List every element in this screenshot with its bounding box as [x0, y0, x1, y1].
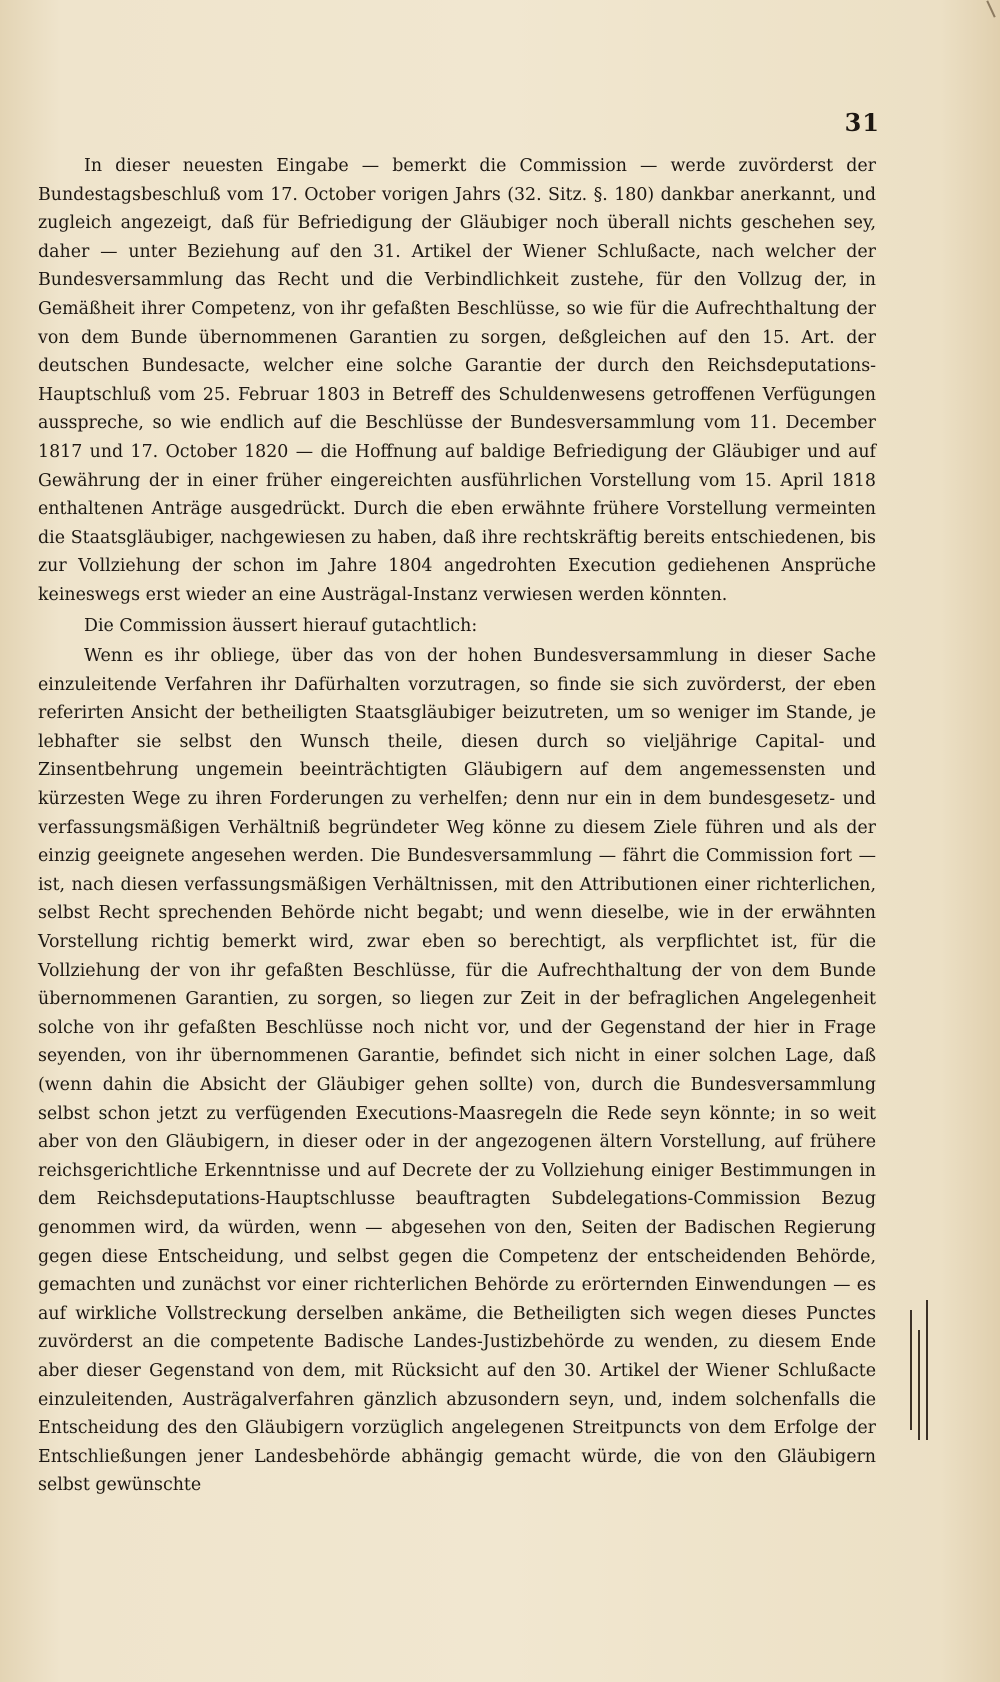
- margin-pencil-marks: [900, 1300, 940, 1460]
- page-number: 31: [844, 108, 880, 137]
- paragraph-submission: In dieser neuesten Eingabe — bemerkt die Commission — werde zuvörderst der Bundestagsbeschluß vom 17. October vorigen Jahrs (32. Sitz. §. 180) dankbar anerkannt, und zugleich angezeigt, daß für Befriedigung der Gläubiger noch überall nichts geschehen sey, daher — unter Beziehung auf den 31. Artikel der Wiener Schlußacte, nach welcher der Bundesversammlung das Recht und die Verbindlichkeit zustehe, für den Vollzug der, in Gemäßheit ihrer Competenz, von ihr gefaßten Beschlüsse, so wie für die Aufrechthaltung der von dem Bunde übernommenen Garantien zu sorgen, deßgleichen auf den 15. Art. der deutschen Bundesacte, welcher eine solche Garantie der durch den Reichsdeputations-Hauptschluß vom 25. Februar 1803 in Betreff des Schuldenwesens getroffenen Verfügungen ausspreche, so wie endlich auf die Beschlüsse der Bundesversammlung vom 11. December 1817 und 17. October 1820 — die Hoffnung auf baldige Befriedigung der Gläubiger und auf Gewährung der in einer früher eingereichten ausführlichen Vorstellung vom 15. April 1818 enthaltenen Anträge ausgedrückt. Durch die eben erwähnte frühere Vorstellung vermeinten die Staatsgläubiger, nachgewiesen zu haben, daß ihre rechtskräftig bereits entschiedenen, bis zur Vollziehung der schon im Jahre 1804 angedrohten Execution gediehenen Ansprüche keineswegs erst wieder an eine Austrägal-Instanz verwiesen werden könnten.: [38, 156, 876, 605]
- body-text: [38, 152, 876, 1500]
- page-edge-mark: [986, 0, 995, 17]
- paragraph-commission-opinion: Wenn es ihr obliege, über das von der hohen Bundesversammlung in dieser Sache einzuleitende Verfahren ihr Dafürhalten vorzutragen, so finde sie sich zuvörderst, der eben referirten Ansicht der betheiligten Staatsgläubiger beizutreten, um so weniger im Stande, je lebhafter sie selbst den Wunsch theile, diesen durch so vieljährige Capital- und Zinsentbehrung ungemein beeinträchtigten Gläubigern auf dem angemessensten und kürzesten Wege zu ihren Forderungen zu verhelfen; denn nur ein in dem bundesgesetz- und verfassungsmäßigen Verhältniß begründeter Weg könne zu diesem Ziele führen und als der einzig geeignete angesehen werden. Die Bundesversammlung — fährt die Commission fort — ist, nach diesen verfassungsmäßigen Verhältnissen, mit den Attributionen einer richterlichen, selbst Recht sprechenden Behörde nicht begabt; und wenn dieselbe, wie in der erwähnten Vorstellung richtig bemerkt wird, zwar eben so berechtigt, als verpflichtet ist, für die Vollziehung der von ihr gefaßten Beschlüsse, für die Aufrechthaltung der von dem Bunde übernommenen Garantien, zu sorgen, so liegen zur Zeit in der befraglichen Angelegenheit solche von ihr gefaßten Beschlüsse noch nicht vor, und der Gegenstand der hier in Frage seyenden, von ihr übernommenen Garantie, befindet sich nicht in einer solchen Lage, daß (wenn dahin die Absicht der Gläubiger gehen sollte) von, durch die Bundesversammlung selbst schon jetzt zu verfügenden Executions-Maasregeln die Rede seyn könnte; in so weit aber von den Gläubigern, in dieser oder in der angezogenen ältern Vorstellung, auf frühere reichsgerichtliche Erkenntnisse und auf Decrete der zu Vollziehung einiger Bestimmungen in dem Reichsdeputations-Hauptschlusse beauftragten Subdelegations-Commission Bezug genommen wird, da würden, wenn — abgesehen von den, Seiten der Badischen Regierung gegen diese Entscheidung, und selbst gegen die Competenz der entscheidenden Behörde, gemachten und zunächst vor einer richterlichen Behörde zu erörternden Einwendungen — es auf wirkliche Vollstreckung derselben ankäme, die Betheiligten sich wegen dieses Punctes zuvörderst an die competente Badische Landes-Justizbehörde zu wenden, zu diesem Ende aber dieser Gegenstand von dem, mit Rücksicht auf den 30. Artikel der Wiener Schlußacte einzuleitenden, Austrägalverfahren gänzlich abzusondern seyn, und, indem solchenfalls die Entscheidung des den Gläubigern vorzüglich angelegenen Streitpuncts von dem Erfolge der Entschließungen jener Landesbehörde abhängig gemacht würde, die von den Gläubigern selbst gewünschte: [38, 646, 876, 1496]
- paragraph-commission-intro: Die Commission äussert hierauf gutachtlich:: [84, 615, 478, 636]
